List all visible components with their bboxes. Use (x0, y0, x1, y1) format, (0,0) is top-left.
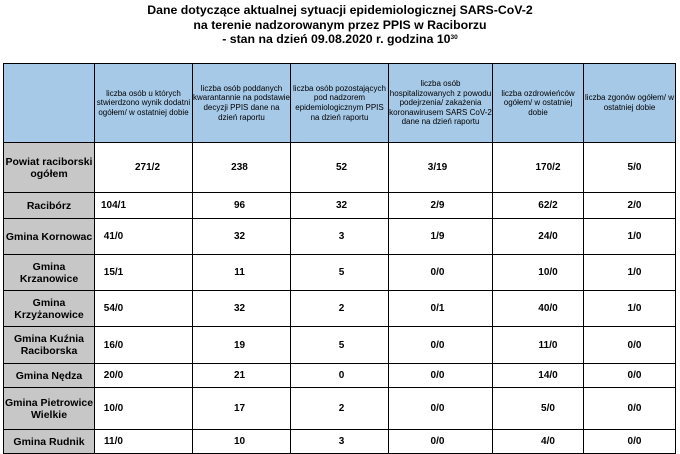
value-cell (95, 255, 193, 291)
cell-value: 1/0 (627, 267, 642, 278)
cell-value: 17 (233, 403, 246, 414)
value-cell (95, 193, 193, 219)
cell-value: 104/1 (100, 200, 127, 211)
cell-value: 5/0 (541, 403, 555, 414)
value-cell (584, 219, 676, 255)
header-corner (4, 64, 95, 143)
value-cell (291, 291, 389, 327)
row-label: Gmina Kuźnia Raciborska (4, 327, 95, 364)
row-label: Gmina Kornowac (4, 219, 95, 255)
value-cell (584, 291, 676, 327)
value-cell (95, 327, 193, 364)
title-line-3: - stan na dzień 09.08.2020 r. godzina $10^{30}$ (222, 32, 458, 46)
value-cell (493, 219, 584, 255)
table-row (4, 430, 676, 454)
cell-value: 21 (233, 370, 246, 381)
value-cell (584, 364, 676, 388)
value-cell (193, 193, 291, 219)
value-cell (193, 388, 291, 430)
table-row (4, 291, 676, 327)
table-row (4, 364, 676, 388)
value-cell (291, 219, 389, 255)
title-line-2: na terenie nadzorowanym przez PPIS w Raciborzu (193, 17, 487, 32)
value-cell (291, 430, 389, 454)
cell-value: 16/0 (103, 339, 124, 351)
cell-value: 32 (233, 231, 246, 242)
table-row (4, 255, 676, 291)
value-cell (291, 143, 389, 193)
cell-value: 170/2 (535, 162, 561, 173)
value-cell (95, 219, 193, 255)
value-cell (493, 291, 584, 327)
cell-value: 0/0 (627, 403, 642, 414)
value-cell (291, 327, 389, 364)
value-cell (584, 143, 676, 193)
cell-value: 54/0 (103, 303, 124, 314)
cell-value: 0/1 (430, 303, 445, 314)
header-cell: liczba osób hospitalizowanych z powodu podejrzenia/ zakażenia koronawirusem SARS CoV-2 dane na dzień raportu (389, 64, 493, 143)
cell-value: 14/0 (538, 370, 558, 381)
value-cell (493, 143, 584, 193)
cell-value: 10 (233, 436, 246, 447)
cell-value: 11/0 (538, 339, 558, 351)
cell-value: 20/0 (103, 370, 124, 381)
cell-value: 1/0 (627, 303, 642, 314)
row-label: Gmina Pietrowice Wielkie (4, 388, 95, 430)
value-cell (493, 255, 584, 291)
value-cell (389, 255, 493, 291)
cell-value: 41/0 (103, 231, 124, 242)
cell-value: 52 (335, 162, 348, 173)
header-cell: liczba osób pozostających pod nadzorem epidemiologicznym PPIS na dzień raportu (291, 64, 389, 143)
cell-value: 1/9 (430, 231, 445, 242)
cell-value: 0/0 (430, 436, 445, 447)
header-cell: liczba zgonów ogółem/ w ostatniej dobie (584, 64, 676, 143)
value-cell (193, 219, 291, 255)
value-cell (193, 430, 291, 454)
value-cell (291, 388, 389, 430)
document-title (0, 3, 680, 47)
value-cell (95, 430, 193, 454)
cell-value: 24/0 (538, 231, 558, 242)
value-cell (389, 388, 493, 430)
value-cell (493, 388, 584, 430)
header-row (4, 64, 676, 143)
row-label: Racibórz (4, 193, 95, 219)
cell-value: 40/0 (538, 303, 558, 314)
value-cell (389, 430, 493, 454)
cell-value: 3 (338, 231, 345, 242)
value-cell (291, 364, 389, 388)
cell-value: 2 (338, 303, 345, 314)
value-cell (584, 430, 676, 454)
cell-value: 32 (233, 303, 246, 314)
table-row (4, 219, 676, 255)
cell-value: 0/0 (430, 267, 445, 278)
value-cell (389, 364, 493, 388)
value-cell (493, 327, 584, 364)
cell-value: 10/0 (103, 403, 124, 414)
value-cell (193, 143, 291, 193)
value-cell (291, 193, 389, 219)
title-line-1: Dane dotyczące aktualnej sytuacji epidemiologicznej SARS-CoV-2 (147, 3, 533, 17)
value-cell (389, 193, 493, 219)
value-cell (584, 327, 676, 364)
cell-value: 32 (335, 200, 348, 211)
cell-value: 5 (338, 339, 345, 351)
cell-value: 15/1 (103, 267, 124, 278)
cell-value: 62/2 (538, 200, 558, 211)
cell-value: 2/0 (627, 200, 642, 211)
value-cell (193, 291, 291, 327)
cell-value: 271/2 (134, 162, 161, 173)
cell-value: 11/0 (104, 436, 123, 447)
cell-value: 0/0 (627, 370, 642, 381)
cell-value: 1/0 (627, 231, 642, 242)
value-cell (95, 143, 193, 193)
row-label: Gmina Krzanowice (4, 255, 95, 291)
cell-value: 0 (338, 370, 345, 381)
cell-value: 2/9 (430, 200, 445, 211)
header-cell: liczba osób u których stwierdzono wynik dodatni ogółem/ w ostatniej dobie (95, 64, 193, 143)
cell-value: 19 (233, 339, 246, 351)
cell-value: 0/0 (627, 436, 642, 447)
value-cell (584, 255, 676, 291)
statistics-table (3, 63, 676, 454)
value-cell (95, 388, 193, 430)
cell-value: 0/0 (430, 403, 445, 414)
cell-value: 5/0 (627, 162, 642, 173)
value-cell (389, 291, 493, 327)
cell-value: 3 (338, 436, 345, 447)
header-cell: liczba ozdrowieńców ogółem/ w ostatniej dobie (493, 64, 584, 143)
value-cell (584, 193, 676, 219)
table-row (4, 143, 676, 193)
cell-value: 5 (338, 267, 345, 278)
table-row (4, 327, 676, 364)
value-cell (95, 291, 193, 327)
value-cell (291, 255, 389, 291)
cell-value: 4/0 (541, 436, 555, 447)
value-cell (193, 364, 291, 388)
header-cell: liczba osób poddanych kwarantannie na podstawie decyzji PPIS dane na dzień raportu (193, 64, 291, 143)
value-cell (584, 388, 676, 430)
value-cell (389, 219, 493, 255)
cell-value: 238 (231, 162, 248, 173)
cell-value: 2 (338, 403, 345, 414)
value-cell (193, 327, 291, 364)
value-cell (389, 143, 493, 193)
row-label: Gmina Nędza (4, 364, 95, 388)
table-row (4, 388, 676, 430)
row-label: Gmina Rudnik (4, 430, 95, 454)
value-cell (95, 364, 193, 388)
cell-value: 10/0 (538, 267, 558, 278)
value-cell (193, 255, 291, 291)
value-cell (389, 327, 493, 364)
row-label: Powiat raciborski ogółem (4, 143, 95, 193)
cell-value: 0/0 (430, 339, 445, 351)
cell-value: 96 (233, 200, 246, 211)
value-cell (493, 430, 584, 454)
cell-value: 3/19 (427, 162, 448, 173)
cell-value: 0/0 (430, 370, 445, 381)
value-cell (493, 364, 584, 388)
table-row (4, 193, 676, 219)
row-label: Gmina Krzyżanowice (4, 291, 95, 327)
value-cell (493, 193, 584, 219)
cell-value: 11 (234, 267, 245, 278)
title-hour-minutes: 30 (450, 34, 458, 41)
cell-value: 0/0 (627, 339, 642, 351)
